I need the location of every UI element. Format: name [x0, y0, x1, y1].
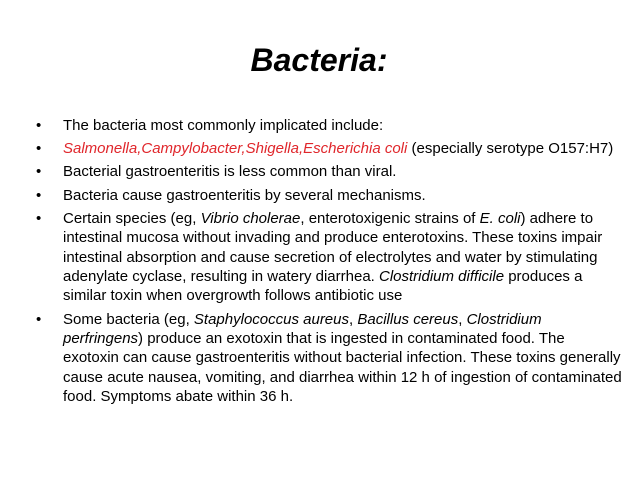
- bullet-item: [36, 310, 622, 407]
- bullet-dot-icon: •: [36, 140, 42, 158]
- text-segment: The bacteria most commonly implicated include:: [63, 117, 384, 134]
- italic-text-segment: Clostridium perfringens: [63, 310, 542, 348]
- bullet-dot-icon: •: [36, 117, 42, 134]
- bullet-item: [36, 209, 622, 306]
- bullet-dot-icon: •: [36, 186, 42, 204]
- text-segment: Certain species (eg,: [63, 209, 201, 227]
- text-segment: Bacteria cause gastroenteritis by several mechanisms.: [63, 186, 426, 204]
- bullet-dot-icon: •: [36, 310, 42, 328]
- bullet-item: [36, 139, 622, 158]
- bullet-dot-icon: •: [36, 163, 42, 181]
- bullet-item: [36, 116, 622, 135]
- bullet-text: [63, 117, 383, 134]
- text-segment: produces a similar toxin when overgrowth follows antibiotic use: [63, 268, 583, 305]
- italic-text-segment: Staphylococcus aureus: [193, 310, 349, 328]
- italic-text-segment: Vibrio cholerae: [200, 209, 301, 227]
- italic-text-segment: Clostridium difficile: [379, 268, 505, 286]
- italic-text-segment: Salmonella,Campylobacter,Shigella,Escherichia coli: [63, 140, 408, 158]
- italic-text-segment: E. coli: [479, 209, 521, 227]
- text-segment: Bacterial gastroenteritis is less common than viral.: [63, 163, 397, 181]
- bullet-text: [63, 210, 602, 305]
- text-segment: (especially serotype O157:H7): [407, 140, 614, 158]
- bullet-list: [36, 116, 622, 410]
- slide-title: Bacteria:: [250, 42, 388, 78]
- bullet-item: [36, 186, 622, 205]
- text-segment: ) produce an exotoxin that is ingested in contaminated food. The exotoxin can cause gastroenteritis without bacterial infection. These toxins generally cause acute nausea, vomiting, and diarrhea within 12 h of ingestion of contaminated food. Symptoms abate within 36 h.: [63, 330, 622, 406]
- text-segment: ) adhere to intestinal mucosa without invading and produce enterotoxins. These toxins impair intestinal absorption and cause secretion of electrolytes and water by stimulating adenylate cyclase, resulting in watery diarrhea.: [63, 209, 603, 286]
- bullet-text: [63, 140, 613, 157]
- text-segment: ,: [349, 310, 358, 328]
- bullet-text: [63, 311, 622, 406]
- bullet-item: [36, 162, 622, 181]
- bullet-text: [63, 163, 396, 180]
- text-segment: ,: [458, 310, 467, 328]
- text-segment: Some bacteria (eg,: [63, 310, 194, 328]
- bullet-text: [63, 187, 426, 204]
- bullet-dot-icon: •: [36, 209, 42, 227]
- text-segment: , enterotoxigenic strains of: [300, 209, 480, 227]
- italic-text-segment: Bacillus cereus: [357, 310, 459, 328]
